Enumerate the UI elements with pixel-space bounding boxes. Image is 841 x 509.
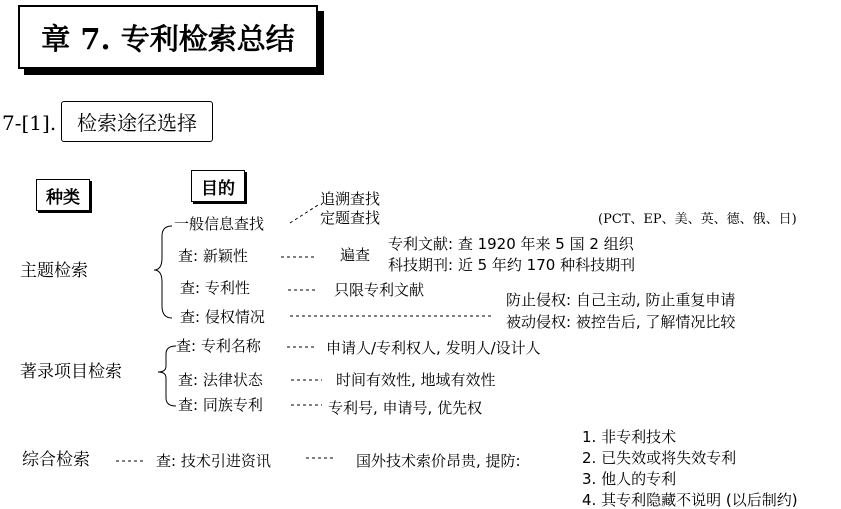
title-detail: 申请人/专利权人, 发明人/设计人: [326, 339, 541, 357]
infringement-query: 查: 侵权情况: [180, 308, 265, 326]
infringement-prevent: 防止侵权: 自己主动, 防止重复申请: [506, 291, 736, 309]
general-sub-topic: 定题查找: [320, 209, 381, 227]
bibliographic-search-label: 著录项目检索: [20, 362, 122, 382]
section-number: 7-[1].: [2, 111, 57, 135]
caution-item-4: 4. 其专利隐藏不说明 (以后制约): [582, 491, 798, 509]
novelty-mode: 遍查: [340, 246, 371, 264]
subject-brace: [154, 226, 172, 318]
tech-import-query: 查: 技术引进资讯: [156, 452, 271, 470]
infringement-passive: 被动侵权: 被控告后, 了解情况比较: [506, 313, 736, 331]
legal-detail: 时间有效性, 地域有效性: [336, 371, 496, 389]
type-header: 种类: [36, 179, 90, 211]
bibliographic-brace: [158, 346, 176, 406]
novelty-journals: 科技期刊: 近 5 年约 170 种科技期刊: [388, 256, 636, 274]
patentability-query: 查: 专利性: [180, 279, 250, 297]
family-detail: 专利号, 申请号, 优先权: [328, 399, 483, 417]
caution-item-1: 1. 非专利技术: [582, 428, 677, 446]
title-query: 查: 专利名称: [176, 337, 261, 355]
legal-query: 查: 法律状态: [178, 371, 263, 389]
chapter-title: 章 7. 专利检索总结: [18, 5, 318, 69]
comprehensive-search-label: 综合检索: [22, 450, 90, 470]
section-label: 检索途径选择: [61, 101, 213, 142]
tech-import-detail: 国外技术索价昂贵, 提防:: [356, 452, 521, 470]
offices-note: (PCT、EP、美、英、德、俄、日): [598, 212, 797, 227]
novelty-patent-docs: 专利文献: 查 1920 年来 5 国 2 组织: [388, 235, 634, 253]
caution-item-3: 3. 他人的专利: [582, 470, 677, 488]
general-dash: [290, 205, 318, 223]
caution-item-2: 2. 已失效或将失效专利: [582, 449, 737, 467]
novelty-query: 查: 新颖性: [178, 247, 248, 265]
subject-search-label: 主题检索: [20, 261, 88, 281]
patentability-note: 只限专利文献: [334, 281, 425, 299]
purpose-header: 目的: [191, 170, 245, 202]
general-search: 一般信息查找: [174, 215, 265, 233]
general-sub-trace: 追溯查找: [320, 190, 381, 208]
family-query: 查: 同族专利: [178, 396, 263, 414]
